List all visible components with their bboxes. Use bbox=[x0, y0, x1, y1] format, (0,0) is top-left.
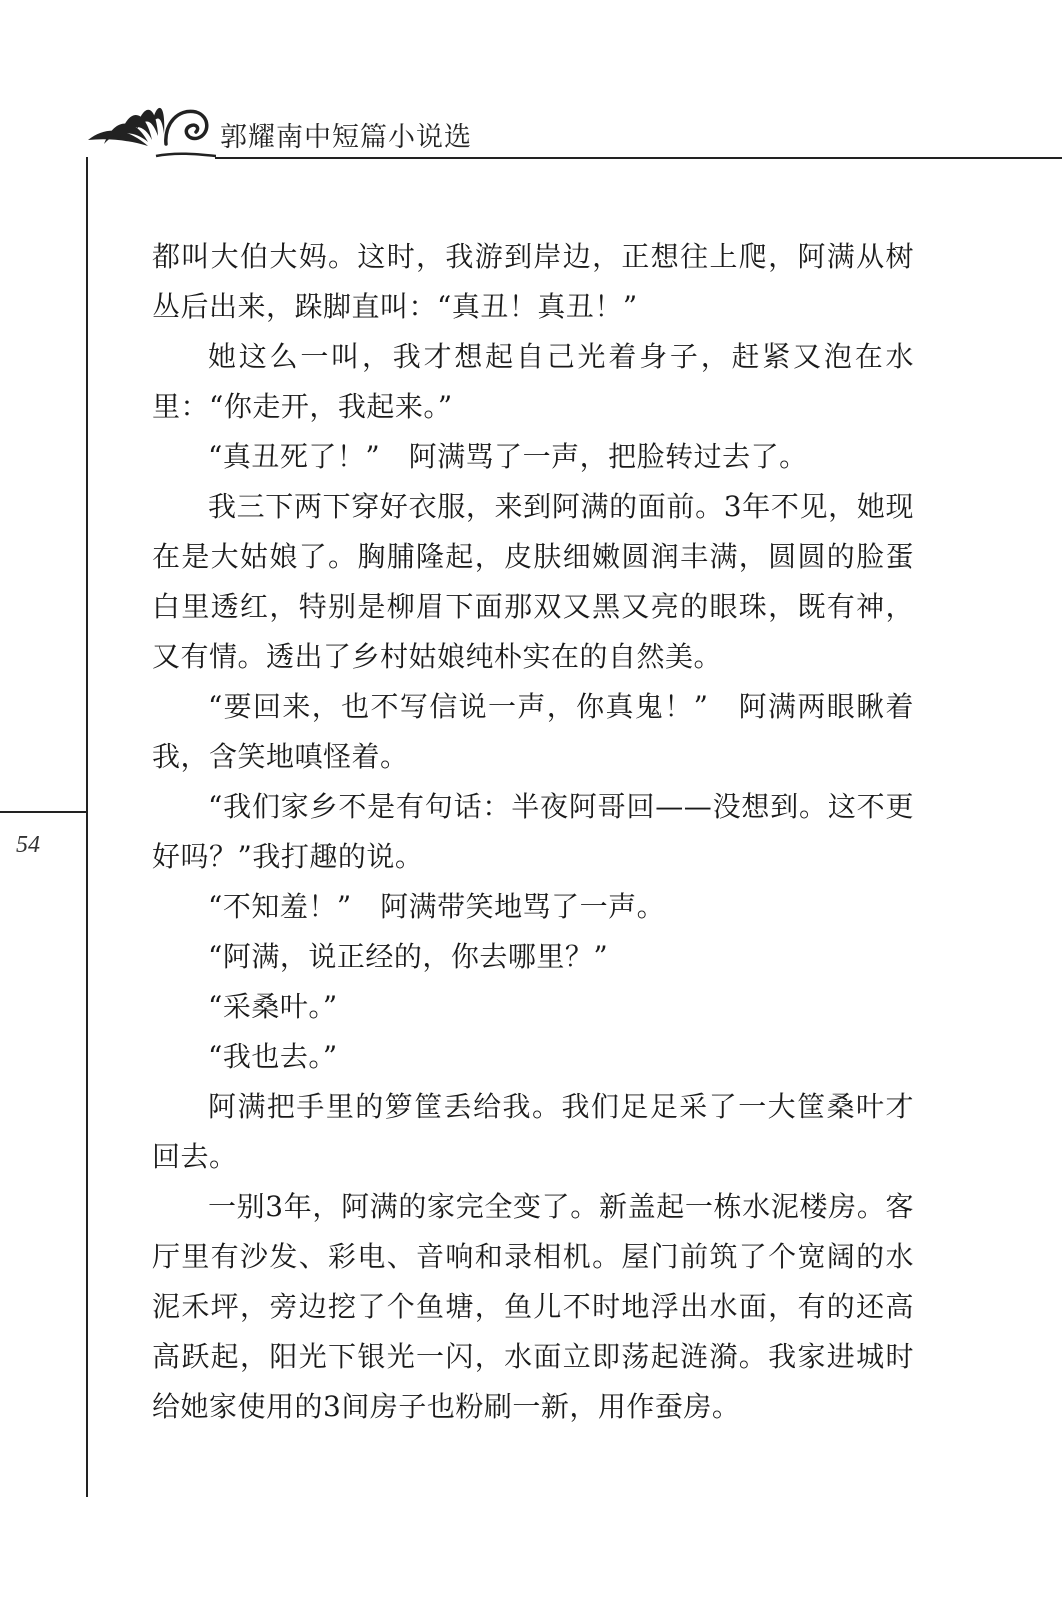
swirl-ornament-icon bbox=[86, 94, 216, 158]
paragraph: 都叫大伯大妈。这时，我游到岸边，正想往上爬，阿满从树丛后出来，跺脚直叫：“真丑！真丑！” bbox=[152, 240, 914, 323]
paragraph: “我也去。” bbox=[208, 1040, 338, 1073]
paragraph: “我们家乡不是有句话：半夜阿哥回——没想到。这不更好吗？”我打趣的说。 bbox=[152, 790, 914, 873]
paragraph: “阿满，说正经的，你去哪里？” bbox=[208, 940, 609, 973]
folio-rule bbox=[0, 811, 87, 813]
body-text bbox=[152, 232, 914, 1432]
paragraph: 一别3年，阿满的家完全变了。新盖起一栋水泥楼房。客厅里有沙发、彩电、音响和录相机。屋门前筑了个宽阔的水泥禾坪，旁边挖了个鱼塘，鱼儿不时地浮出水面，有的还高高跃起，阳光下银光一闪，水面立即荡起涟漪。我家进城时给她家使用的3间房子也粉刷一新，用作蚕房。 bbox=[152, 1190, 914, 1423]
paragraph: 她这么一叫，我才想起自己光着身子，赶紧又泡在水里：“你走开，我起来。” bbox=[152, 340, 914, 423]
paragraph: “不知羞！” 阿满带笑地骂了一声。 bbox=[208, 890, 666, 923]
paragraph: “采桑叶。” bbox=[208, 990, 338, 1023]
header-rule bbox=[215, 157, 1062, 159]
paragraph: “真丑死了！” 阿满骂了一声，把脸转过去了。 bbox=[208, 440, 808, 473]
paragraph: “要回来，也不写信说一声，你真鬼！” 阿满两眼瞅着我，含笑地嗔怪着。 bbox=[152, 690, 914, 773]
left-margin-rule bbox=[86, 157, 88, 1497]
paragraph: 阿满把手里的箩筐丢给我。我们足足采了一大筐桑叶才回去。 bbox=[152, 1090, 914, 1173]
running-header-title: 郭耀南中短篇小说选 bbox=[220, 122, 472, 153]
page-number: 54 bbox=[16, 832, 40, 858]
paragraph: 我三下两下穿好衣服，来到阿满的面前。3年不见，她现在是大姑娘了。胸脯隆起，皮肤细嫩圆润丰满，圆圆的脸蛋白里透红，特别是柳眉下面那双又黑又亮的眼珠，既有神，又有情。透出了乡村姑娘纯朴实在的自然美。 bbox=[152, 490, 914, 673]
